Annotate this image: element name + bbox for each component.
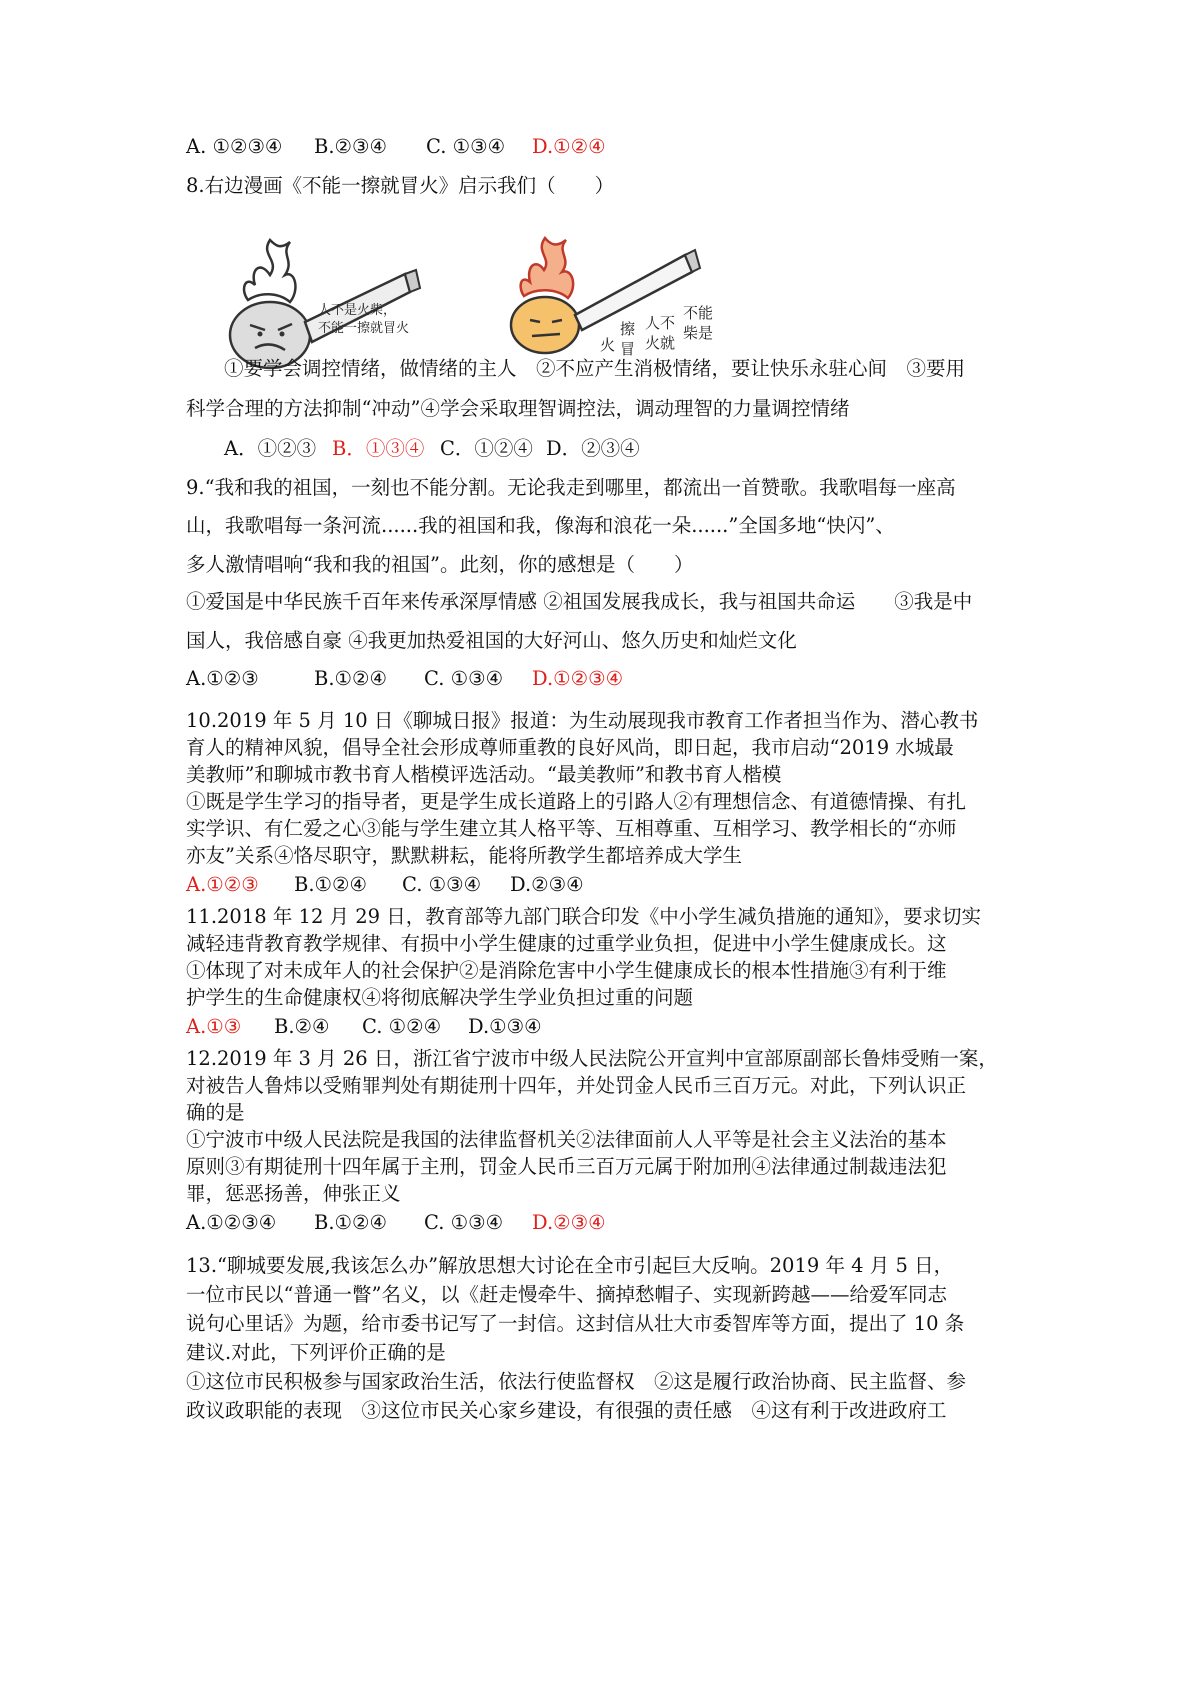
q10-option-a: A.①②③ (186, 873, 259, 896)
q8-statement-line-1: ①要学会调控情绪，做情绪的主人 ②不应产生消极情绪，要让快乐永驻心间 ③要用 (224, 357, 966, 380)
q7-option-d: D.①②④ (532, 135, 606, 158)
left-caption-2: 不能一擦就冒火 (318, 321, 410, 336)
q9-stem-line-2: 山，我歌唱每一条河流......我的祖国和我，像海和浪花一朵......”全国多地“快闪”、 (186, 514, 895, 537)
q9-stem-line-1: 9.“我和我的祖国，一刻也不能分割。无论我走到哪里，都流出一首赞歌。我歌唱每一座高 (186, 476, 956, 499)
q11-option-d: D.①③④ (468, 1015, 542, 1038)
q8-options (224, 436, 640, 462)
q9-stem-line-3: 多人激情唱响“我和我的祖国”。此刻，你的感想是（ ） (186, 553, 694, 576)
q10-line-6: 亦友”关系④恪尽职守，默默耕耘，能将所教学生都培养成大学生 (186, 844, 742, 867)
q12-line-2: 对被告人鲁炜以受贿罪判处有期徒刑十四年，并处罚金人民币三百万元。对此，下列认识正 (186, 1074, 967, 1097)
q9-option-c: C. ①③④ (424, 667, 504, 690)
q13-line-4: 建议.对此，下列评价正确的是 (186, 1341, 446, 1364)
right-caption-6: 不能 (683, 304, 714, 322)
q11-line-1: 11.2018 年 12 月 29 日，教育部等九部门联合印发《中小学生减负措施的通知》，要求切实 (186, 905, 982, 928)
right-caption-7: 柴是 (683, 324, 714, 342)
left-match-cartoon (230, 240, 420, 368)
q10-option-d: D.②③④ (510, 873, 584, 896)
q12-option-a: A.①②③④ (186, 1211, 277, 1234)
right-caption-5: 火就 (645, 334, 676, 352)
q8-statement-line-2: 科学合理的方法抑制“冲动”④学会采取理智调控法，调动理智的力量调控情绪 (186, 397, 850, 420)
right-caption-3: 冒 (620, 340, 636, 358)
q12-line-4: ①宁波市中级人民法院是我国的法律监督机关②法律面前人人平等是社会主义法治的基本 (186, 1128, 947, 1151)
q7-option-b: B.②③④ (314, 135, 387, 158)
q11-line-4: 护学生的生命健康权④将彻底解决学生学业负担过重的问题 (186, 986, 694, 1009)
q12-line-6: 罪，惩恶扬善，伸张正义 (186, 1182, 401, 1205)
q8-option-d: D．②③④ (546, 437, 640, 460)
q8-option-a: A．①②③ (224, 437, 317, 460)
q9-option-b: B.①②④ (314, 667, 387, 690)
q7-option-c: C. ①③④ (426, 135, 506, 158)
q11-option-a: A.①③ (186, 1015, 242, 1038)
q12-line-1: 12.2019 年 3 月 26 日，浙江省宁波市中级人民法院公开宣判中宣部原副部长鲁炜受贿一案， (186, 1047, 998, 1070)
right-match-cartoon (511, 238, 713, 358)
right-caption-4: 人不 (645, 314, 676, 332)
q8-stem: 8.右边漫画《不能一擦就冒火》启示我们（ ） (186, 174, 615, 197)
q11-options (186, 1014, 542, 1040)
q12-option-d: D.②③④ (532, 1211, 606, 1234)
q12-option-c: C. ①③④ (424, 1211, 504, 1234)
q9-options (186, 666, 623, 692)
right-caption-2: 擦 (620, 320, 636, 338)
q10-option-b: B.①②④ (294, 873, 367, 896)
q11-option-c: C. ①②④ (362, 1015, 442, 1038)
left-caption-1: 人不是火柴， (318, 303, 397, 318)
q12-option-b: B.①②④ (314, 1211, 387, 1234)
q13-line-2: 一位市民以“普通一瞥”名义，以《赶走慢牵牛、摘掉愁帽子、实现新跨越——给爱军同志 (186, 1283, 947, 1306)
q9-statement-line-2: 国人，我倍感自豪 ④我更加热爱祖国的大好河山、悠久历史和灿烂文化 (186, 629, 797, 652)
q7-options (186, 134, 606, 160)
q9-option-d: D.①②③④ (532, 667, 624, 690)
q10-options (186, 872, 584, 898)
q10-line-1: 10.2019 年 5 月 10 日《聊城日报》报道：为生动展现我市教育工作者担当作为、潜心教书 (186, 709, 979, 732)
q9-statement-line-1: ①爱国是中华民族千百年来传承深厚情感 ②祖国发展我成长，我与祖国共命运 ③我是中 (186, 590, 973, 613)
q12-line-5: 原则③有期徒刑十四年属于主刑，罚金人民币三百万元属于附加刑④法律通过制裁违法犯 (186, 1155, 947, 1178)
q11-line-2: 减轻违背教育教学规律、有损中小学生健康的过重学业负担，促进中小学生健康成长。这 (186, 932, 947, 955)
q13-line-3: 说句心里话》为题，给市委书记写了一封信。这封信从壮大市委智库等方面，提出了 10 条 (186, 1312, 965, 1335)
q8-option-c: C．①②④ (440, 437, 533, 460)
q10-line-3: 美教师”和聊城市教书育人楷模评选活动。“最美教师”和教书育人楷模 (186, 763, 782, 786)
q11-option-b: B.②④ (274, 1015, 330, 1038)
right-caption-1: 火 (600, 336, 616, 354)
q12-options (186, 1210, 606, 1236)
q9-option-a: A.①②③ (186, 667, 259, 690)
q13-line-1: 13.“聊城要发展,我该怎么办”解放思想大讨论在全市引起巨大反响。2019 年 4 月 5 日， (186, 1254, 954, 1277)
q11-line-3: ①体现了对未成年人的社会保护②是消除危害中小学生健康成长的根本性措施③有利于维 (186, 959, 947, 982)
q10-line-2: 育人的精神风貌，倡导全社会形成尊师重教的良好风尚，即日起，我市启动“2019 水城最 (186, 736, 954, 759)
q7-option-a: A. ①②③④ (186, 135, 283, 158)
q13-line-5: ①这位市民积极参与国家政治生活，依法行使监督权 ②这是履行政治协商、民主监督、参 (186, 1370, 967, 1393)
q10-option-c: C. ①③④ (402, 873, 482, 896)
q10-line-4: ①既是学生学习的指导者，更是学生成长道路上的引路人②有理想信念、有道德情操、有扎 (186, 790, 967, 813)
q8-option-b: B．①③④ (332, 437, 425, 460)
q10-line-5: 实学识、有仁爱之心③能与学生建立其人格平等、互相尊重、互相学习、教学相长的“亦师 (186, 817, 957, 840)
q13-line-6: 政议政职能的表现 ③这位市民关心家乡建设，有很强的责任感 ④这有利于改进政府工 (186, 1399, 947, 1422)
q12-line-3: 确的是 (186, 1101, 245, 1124)
